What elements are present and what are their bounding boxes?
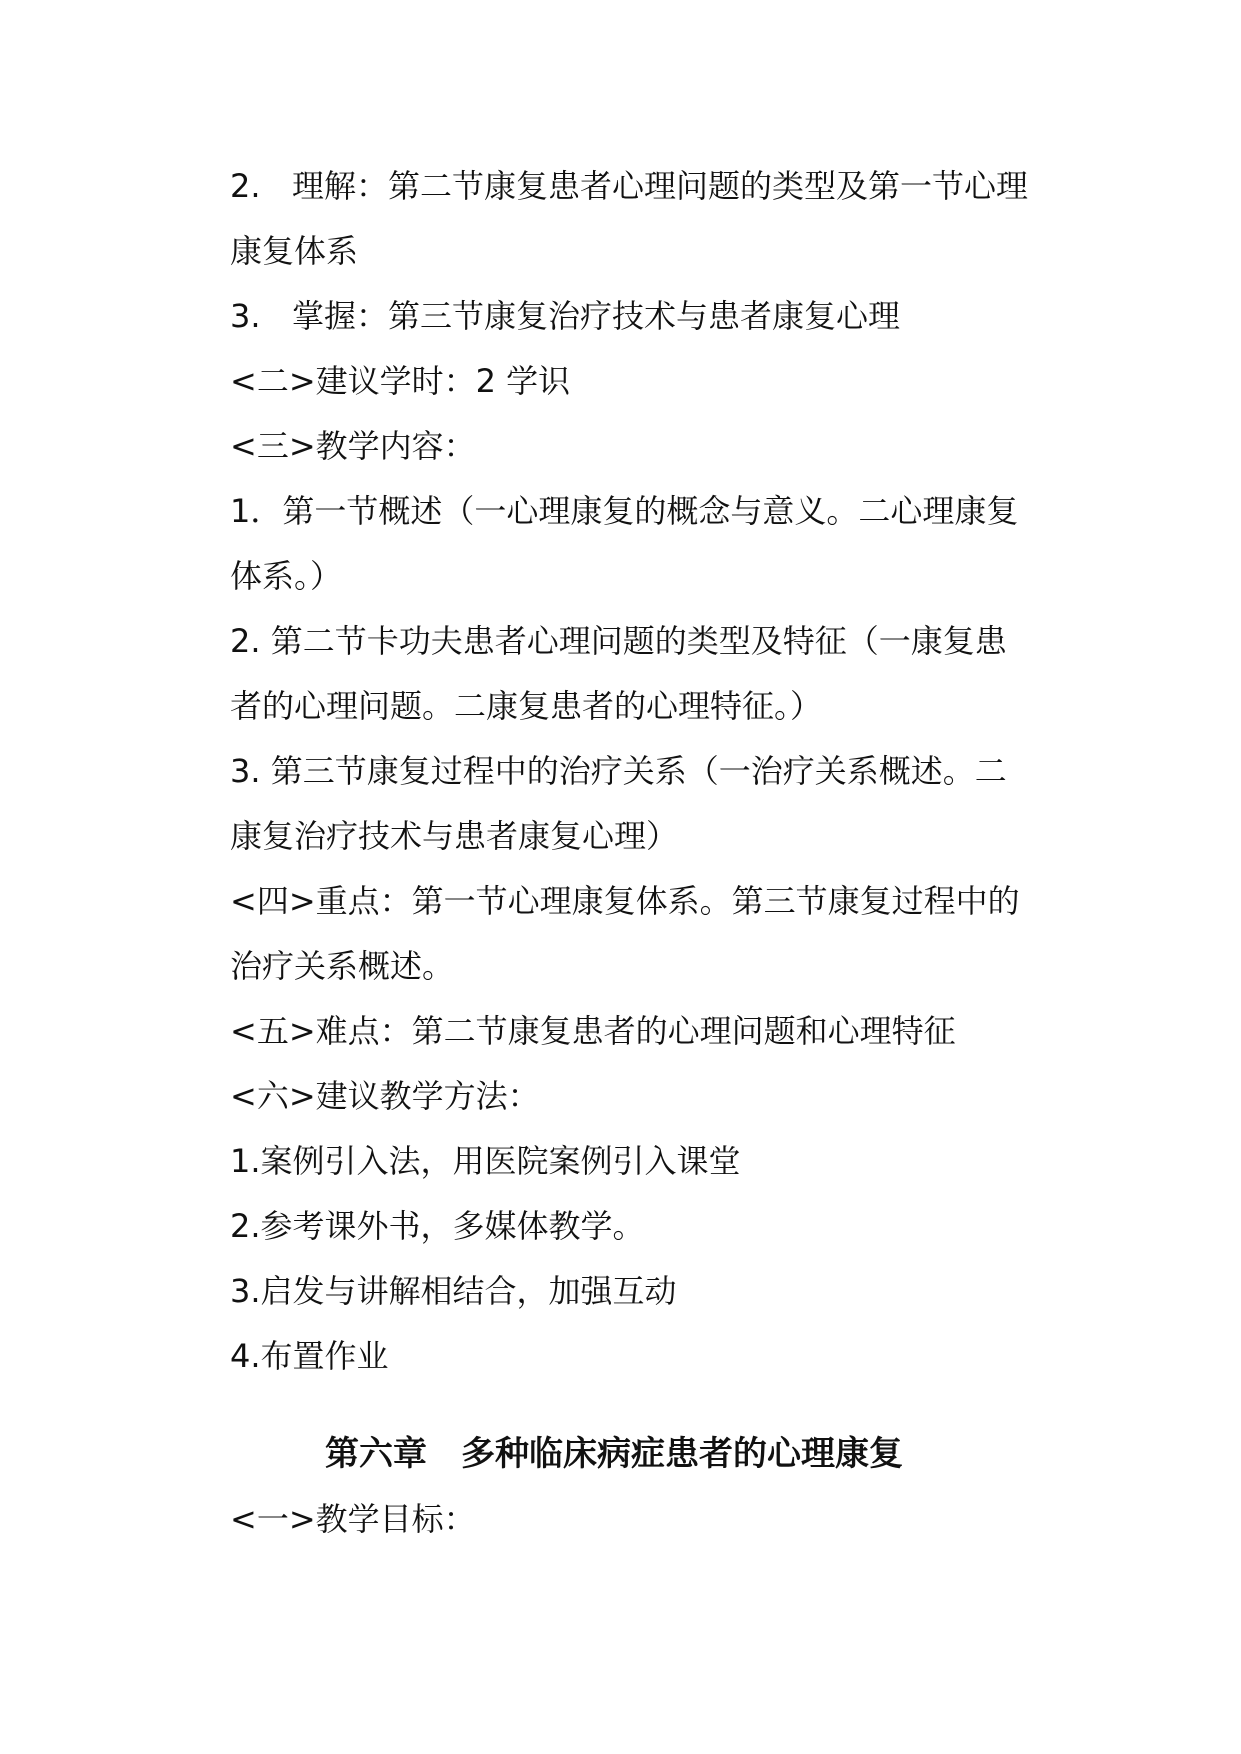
difficult-points: <五>难点：第二节康复患者的心理问题和心理特征 [230,1012,956,1050]
suggested-hours: <二>建议学时：2 学识 [230,362,571,400]
item-text: 理解：第二节康复患者心理问题的类型及第一节心理 [292,167,1029,205]
item-number: 2. [230,167,261,205]
teaching-objectives-heading: <一>教学目标： [230,1500,476,1538]
objective-item-2 [230,154,1060,219]
objective-item-2-continued: 康复体系 [230,232,359,270]
content-item-3-continued: 康复治疗技术与患者康复心理） [230,817,679,855]
teaching-content-heading: <三>教学内容： [230,427,476,465]
teaching-methods-heading: <六>建议教学方法： [230,1077,540,1115]
chapter-title: 第六章 多种临床病症患者的心理康复 [325,1434,903,1474]
content-item-1-continued: 体系。） [230,557,343,595]
content-item-2: 2. 第二节卡功夫患者心理问题的类型及特征（一康复患 [230,622,1007,660]
objective-item-3 [230,284,1060,349]
key-points-continued: 治疗关系概述。 [230,947,455,985]
key-points: <四>重点：第一节心理康复体系。第三节康复过程中的 [230,882,1020,920]
content-item-2-continued: 者的心理问题。二康复患者的心理特征。） [230,687,823,725]
method-item-2: 2.参考课外书，多媒体教学。 [230,1207,645,1245]
page-body [230,154,1060,1552]
method-item-1: 1.案例引入法，用医院案例引入课堂 [230,1142,741,1180]
content-item-1: 1．第一节概述（一心理康复的概念与意义。二心理康复 [230,492,1019,530]
method-item-3: 3.启发与讲解相结合，加强互动 [230,1272,677,1310]
content-item-3: 3. 第三节康复过程中的治疗关系（一治疗关系概述。二 [230,752,1007,790]
item-number: 3. [230,297,261,335]
method-item-4: 4.布置作业 [230,1337,389,1375]
item-text: 掌握：第三节康复治疗技术与患者康复心理 [292,297,901,335]
